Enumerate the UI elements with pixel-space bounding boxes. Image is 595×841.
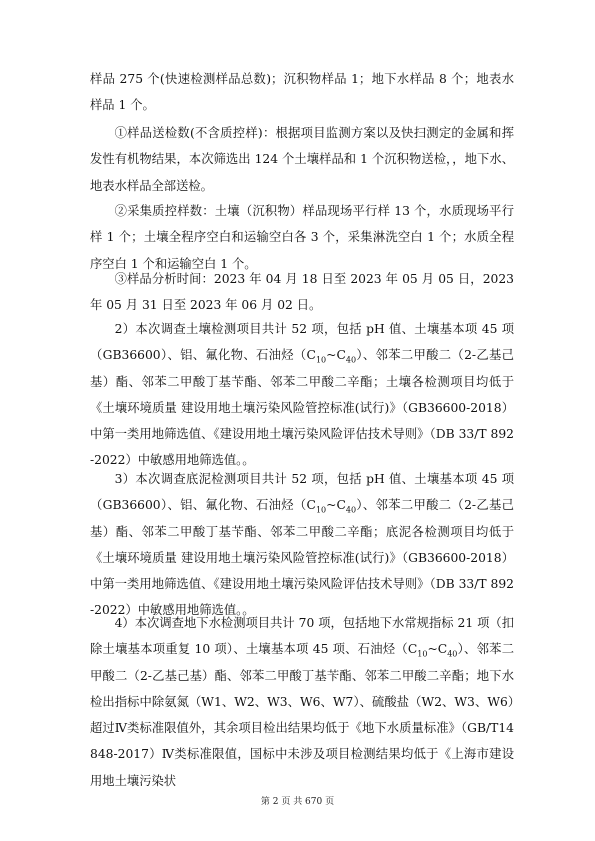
paragraph-text: ②采集质控样数：土壤（沉积物）样品现场平行样 13 个，水质现场平行样 1 个；土壤全程序空白和运输空白各 3 个，采集淋洗空白 1 个；水质全程序空白 1 个和运输空白 1 个。 [90,204,514,271]
paragraph-sample-count [90,66,514,119]
text-segment: 3）本次调查底泥检测项目共计 52 项，包括 pH 值、土壤基本项 45 项（GB36600）、铝、氟化物、石油烃（C [90,472,514,513]
paragraph-groundwater-items [90,610,514,794]
text-segment: 4）本次调查地下水检测项目共计 70 项，包括地下水常规指标 21 项（扣除土壤基本项重复 10 项）、土壤基本项 45 项、石油烃（C [90,616,514,657]
text-segment: ）、邻苯二甲酸二（2-乙基己基）酯、邻苯二甲酸丁基苄酯、邻苯二甲酸二辛酯；地下水检出指标中除氨氮（W1、W2、W3、W6、W7）、硫酸盐（W2、W3、W6）超过Ⅳ类标准限值外，其余项目检出结果均低于《地下水质量标准》（GB/T14848-2017）Ⅳ类标准限值，国标中未涉及项目检测结果均低于《上海市建设用地土壤污染状 [90,642,514,788]
page-footer: 第 2 页 共 670 页 [260,797,335,807]
subscript: 10 [417,649,428,659]
subscript: 10 [315,505,327,515]
paragraph-text: ①样品送检数(不含质控样)：根据项目监测方案以及快扫测定的金属和挥发性有机物结果，本次筛选出 124 个土壤样品和 1 个沉积物送检，，地下水、地表水样品全部送检。 [90,126,514,193]
text-segment: ~C [326,348,346,363]
subscript: 40 [345,505,357,515]
subscript: 40 [345,355,357,365]
text-segment: ）、邻苯二甲酸二（2-乙基己基）酯、邻苯二甲酸丁基苄酯、邻苯二甲酸二辛酯；底泥各检测项目均低于《土壤环境质量 建设用地土壤污染风险管控标准(试行)》（GB36600-2018）中第一类用地筛选值、《建设用地土壤污染风险评估技术导则》（DB 33/T 892-2022）中敏感用地筛选值。。 [90,498,514,618]
paragraph-text: 样品 275 个(快速检测样品总数)；沉积物样品 1；地下水样品 8 个；地表水样品 1 个。 [90,72,514,113]
paragraph-samples-sent [90,120,514,199]
paragraph-analysis-time [90,266,514,319]
paragraph-soil-items [90,316,514,474]
text-segment: ~C [427,642,448,657]
subscript: 10 [315,355,327,365]
text-segment: 2）本次调查土壤检测项目共计 52 项，包括 pH 值、土壤基本项 45 项（GB36600）、铝、氟化物、石油烃（C [90,322,514,363]
text-segment: ）、邻苯二甲酸二（2-乙基己基）酯、邻苯二甲酸丁基苄酯、邻苯二甲酸二辛酯；土壤各检测项目均低于《土壤环境质量 建设用地土壤污染风险管控标准(试行)》（GB36600-2018）中第一类用地筛选值、《建设用地土壤污染风险评估技术导则》（DB 33/T 892-2022）中敏感用地筛选值。。 [90,348,514,468]
subscript: 40 [447,649,458,659]
text-segment: ~C [326,498,346,513]
paragraph-sediment-items [90,466,514,624]
paragraph-text: ③样品分析时间：2023 年 04 月 18 日至 2023 年 05 月 05 日，2023 年 05 月 31 日至 2023 年 06 月 02 日。 [90,272,514,313]
